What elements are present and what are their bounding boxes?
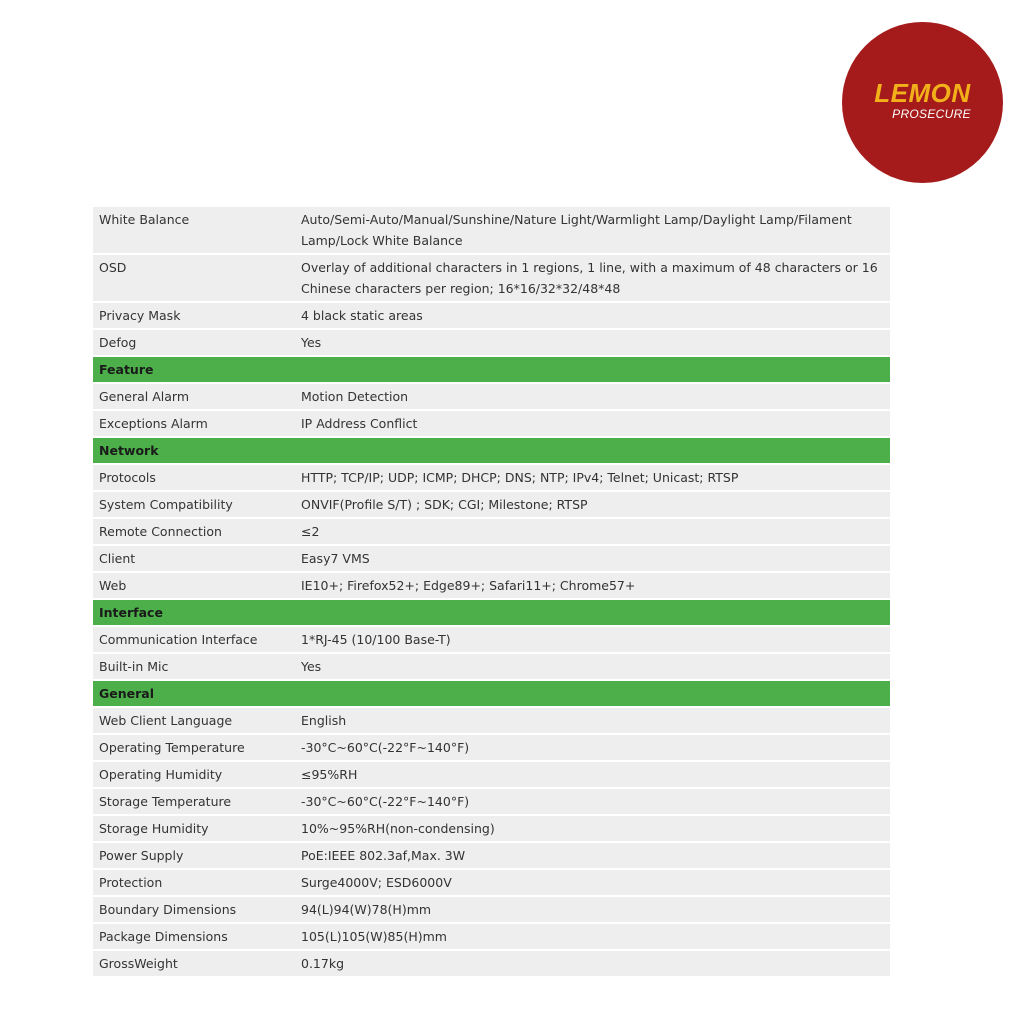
spec-value: 10%~95%RH(non-condensing) — [295, 816, 890, 841]
spec-label: Web — [93, 573, 295, 598]
section-header-network — [93, 438, 890, 463]
spec-label: OSD — [93, 255, 295, 301]
spec-label: Communication Interface — [93, 627, 295, 652]
section-spacer — [295, 357, 890, 382]
section-header-interface — [93, 600, 890, 625]
spec-label: Client — [93, 546, 295, 571]
spec-label: Storage Temperature — [93, 789, 295, 814]
spec-row-storage-temperature — [93, 789, 890, 814]
spec-row-web — [93, 573, 890, 598]
spec-value: Yes — [295, 654, 890, 679]
spec-value: Surge4000V; ESD6000V — [295, 870, 890, 895]
spec-label: Defog — [93, 330, 295, 355]
spec-value: ONVIF(Profile S/T) ; SDK; CGI; Milestone; RTSP — [295, 492, 890, 517]
spec-label: Power Supply — [93, 843, 295, 868]
spec-label: GrossWeight — [93, 951, 295, 976]
spec-table — [93, 205, 890, 978]
spec-value: Overlay of additional characters in 1 regions, 1 line, with a maximum of 48 characters or 16 Chinese characters per region; 16*16/32*32/48*48 — [295, 255, 890, 301]
spec-row-white-balance — [93, 207, 890, 253]
spec-row-package-dimensions — [93, 924, 890, 949]
section-title: Network — [93, 438, 295, 463]
logo-tagline: PROSECURE — [892, 107, 971, 121]
spec-row-protocols — [93, 465, 890, 490]
section-title: General — [93, 681, 295, 706]
spec-value: ≤2 — [295, 519, 890, 544]
spec-label: Exceptions Alarm — [93, 411, 295, 436]
spec-label: Remote Connection — [93, 519, 295, 544]
spec-value: 0.17kg — [295, 951, 890, 976]
spec-row-osd — [93, 255, 890, 301]
spec-value: Motion Detection — [295, 384, 890, 409]
spec-row-gross-weight — [93, 951, 890, 976]
spec-value: English — [295, 708, 890, 733]
section-header-feature — [93, 357, 890, 382]
spec-value: 94(L)94(W)78(H)mm — [295, 897, 890, 922]
spec-label: Operating Humidity — [93, 762, 295, 787]
spec-value: ≤95%RH — [295, 762, 890, 787]
spec-label: Protection — [93, 870, 295, 895]
spec-label: Storage Humidity — [93, 816, 295, 841]
section-spacer — [295, 681, 890, 706]
spec-row-storage-humidity — [93, 816, 890, 841]
section-header-general — [93, 681, 890, 706]
section-title: Feature — [93, 357, 295, 382]
spec-row-protection — [93, 870, 890, 895]
spec-value: 1*RJ-45 (10/100 Base-T) — [295, 627, 890, 652]
spec-label: Privacy Mask — [93, 303, 295, 328]
spec-label: Web Client Language — [93, 708, 295, 733]
spec-label: Operating Temperature — [93, 735, 295, 760]
spec-label: System Compatibility — [93, 492, 295, 517]
spec-row-operating-temperature — [93, 735, 890, 760]
spec-label: Built-in Mic — [93, 654, 295, 679]
spec-row-client — [93, 546, 890, 571]
spec-row-remote-connection — [93, 519, 890, 544]
spec-value: Easy7 VMS — [295, 546, 890, 571]
section-spacer — [295, 438, 890, 463]
spec-row-defog — [93, 330, 890, 355]
spec-value: IE10+; Firefox52+; Edge89+; Safari11+; Chrome57+ — [295, 573, 890, 598]
section-title: Interface — [93, 600, 295, 625]
spec-label: Boundary Dimensions — [93, 897, 295, 922]
spec-value: -30°C~60°C(-22°F~140°F) — [295, 789, 890, 814]
spec-value: PoE:IEEE 802.3af,Max. 3W — [295, 843, 890, 868]
spec-row-communication-interface — [93, 627, 890, 652]
section-spacer — [295, 600, 890, 625]
spec-row-privacy-mask — [93, 303, 890, 328]
spec-label: White Balance — [93, 207, 295, 253]
spec-label: General Alarm — [93, 384, 295, 409]
spec-value: 105(L)105(W)85(H)mm — [295, 924, 890, 949]
spec-row-operating-humidity — [93, 762, 890, 787]
spec-label: Package Dimensions — [93, 924, 295, 949]
spec-row-exceptions-alarm — [93, 411, 890, 436]
spec-row-power-supply — [93, 843, 890, 868]
spec-value: Auto/Semi-Auto/Manual/Sunshine/Nature Light/Warmlight Lamp/Daylight Lamp/Filament Lamp/Lock White Balance — [295, 207, 890, 253]
logo-brand-text: LEMON — [874, 78, 971, 108]
spec-value: IP Address Conflict — [295, 411, 890, 436]
spec-value: -30°C~60°C(-22°F~140°F) — [295, 735, 890, 760]
spec-row-general-alarm — [93, 384, 890, 409]
spec-row-system-compatibility — [93, 492, 890, 517]
spec-row-boundary-dimensions — [93, 897, 890, 922]
spec-label: Protocols — [93, 465, 295, 490]
spec-row-builtin-mic — [93, 654, 890, 679]
spec-row-web-client-language — [93, 708, 890, 733]
spec-value: Yes — [295, 330, 890, 355]
brand-logo — [842, 22, 1003, 183]
spec-value: HTTP; TCP/IP; UDP; ICMP; DHCP; DNS; NTP; IPv4; Telnet; Unicast; RTSP — [295, 465, 890, 490]
spec-value: 4 black static areas — [295, 303, 890, 328]
